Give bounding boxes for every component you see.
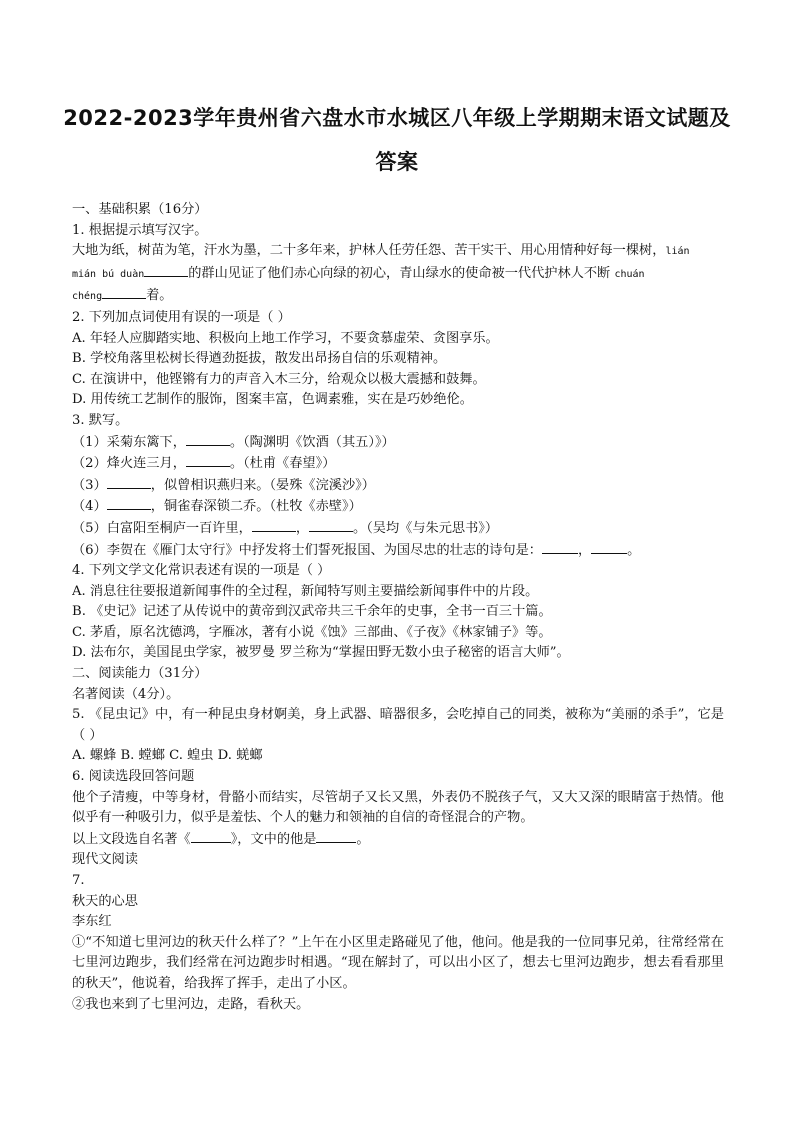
answer-blank[interactable] xyxy=(591,540,627,554)
pinyin-hint: chuán xyxy=(614,268,645,280)
title-line-1: 2022-2023学年贵州省六盘水市水城区八年级上学期期末语文试题及 xyxy=(63,106,731,130)
answer-blank[interactable] xyxy=(107,475,151,489)
option-c: C. 茅盾，原名沈德鸿，字雁冰，著有小说《蚀》三部曲、《子夜》《林家铺子》等。 xyxy=(72,624,552,640)
question-6-passage: 他个子清瘦，中等身材，骨骼小而结实，尽管胡子又长又黑，外表仍不脱孩子气，又大又深的眼睛富于热情。他似乎有一种吸引力，似乎是羞怯、个人的魅力和领袖的自信的奇怪混合的产物。 xyxy=(72,789,724,826)
option-c: C. 在演讲中，他铿锵有力的声音入木三分，给观众以极大震撼和鼓舞。 xyxy=(72,371,486,387)
section-heading-2: 二、阅读能力（31分） xyxy=(72,666,208,682)
exam-content xyxy=(72,200,724,1015)
option-d: D. 法布尔，美国昆虫学家，被罗曼 罗兰称为“掌握田野无数小虫子秘密的语言大师”。 xyxy=(72,645,570,661)
recitation-6: （6）李贺在《雁门太守行》中抒发将士们誓死报国、为国尽忠的壮志的诗句是： ， 。 xyxy=(72,540,724,562)
question-6-question: 以上文段选自名著《 》，文中的他是 。 xyxy=(72,829,724,851)
pinyin-hint: chéng xyxy=(72,291,103,303)
section-heading-1: 一、基础积累（16分） xyxy=(72,202,208,217)
question-1-line-1: 大地为纸，树苗为笔，汗水为墨，二十多年来，护林人任劳任怨、苦干实干、用心用情种好每一棵树，lián xyxy=(72,243,690,259)
recitation-3: （3） ，似曾相识燕归来。（晏殊《浣溪沙》） xyxy=(72,475,724,497)
answer-blank[interactable] xyxy=(309,518,353,532)
question-4-stem: 4. 下列文学文化常识表述有误的一项是（ ） xyxy=(72,563,331,579)
answer-blank[interactable] xyxy=(102,285,146,299)
answer-blank[interactable] xyxy=(144,263,188,277)
question-5-stem: 5. 《昆虫记》中，有一种昆虫身材婀美，身上武器、暗器很多，会吃掉自己的同类，被称为“美丽的杀手”，它是（ ） xyxy=(72,707,724,743)
essay-paragraph-2: ②我也来到了七里河边，走路，看秋天。 xyxy=(72,996,310,1012)
recitation-2: （2）烽火连三月， 。（杜甫《春望》） xyxy=(72,453,724,475)
question-2-stem: 2. 下列加点词使用有误的一项是（ ） xyxy=(72,309,291,325)
option-b: B. 《史记》记述了从传说中的黄帝到汉武帝共三千余年的史事，全书一百三十篇。 xyxy=(72,604,552,620)
answer-blank[interactable] xyxy=(316,829,356,843)
question-1-line-2: mián bú duàn 的群山见证了他们赤心向绿的初心，青山绿水的使命被一代代护林人不断 chuán xyxy=(72,263,724,286)
pinyin-hint: lián xyxy=(665,246,690,258)
option-a: A. 年轻人应脚踏实地、积极向上地工作学习，不要贪慕虚荣、贪图享乐。 xyxy=(72,330,499,346)
essay-title: 秋天的心思 xyxy=(72,893,138,909)
option-a: A. 消息往往要报道新闻事件的全过程，新闻特写则主要描绘新闻事件中的片段。 xyxy=(72,583,539,599)
recitation-5: （5）白富阳至桐庐一百许里， ， 。（吴均《与朱元思书》） xyxy=(72,518,724,540)
recitation-1: （1）采菊东篱下， 。（陶渊明《饮酒（其五）》） xyxy=(72,432,724,454)
option-d: D. 用传统工艺制作的服饰，图案丰富，色调素雅，实在是巧妙绝伦。 xyxy=(72,392,473,408)
question-5-options: A. 螺蜂 B. 螳螂 C. 蝗虫 D. 蜣螂 xyxy=(72,748,263,764)
answer-blank[interactable] xyxy=(186,453,230,467)
title-line-2: 答案 xyxy=(375,150,419,174)
option-b: B. 学校角落里松树长得遒劲挺拔，散发出昂扬自信的乐观精神。 xyxy=(72,351,447,367)
question-6-stem: 6. 阅读选段回答问题 xyxy=(72,769,195,785)
answer-blank[interactable] xyxy=(252,518,296,532)
question-7-number: 7. xyxy=(72,873,85,888)
subsection-heading: 名著阅读（4分）。 xyxy=(72,686,180,702)
answer-blank[interactable] xyxy=(191,829,231,843)
question-1-line-3: chéng 着。 xyxy=(72,285,724,308)
essay-paragraph-1: ①“不知道七里河边的秋天什么样了？”上午在小区里走路碰见了他，他问。他是我的一位同事兄弟，往常经常在七里河边跑步，我们经常在河边跑步时相遇。“现在解封了，可以出小区了，想去七里河边跑步，想去看看那里的秋天”，他说着，给我挥了挥手，走出了小区。 xyxy=(72,934,724,991)
recitation-4: （4） ，铜雀春深锁二乔。（杜牧《赤壁》） xyxy=(72,496,724,518)
page-title xyxy=(60,96,734,184)
answer-blank[interactable] xyxy=(542,540,578,554)
question-1-stem: 1. 根据提示填写汉字。 xyxy=(72,222,208,238)
pinyin-hint: mián bú duàn xyxy=(72,268,145,280)
subsection-heading: 现代文阅读 xyxy=(72,852,138,868)
question-3-stem: 3. 默写。 xyxy=(72,412,129,428)
answer-blank[interactable] xyxy=(186,432,230,446)
essay-author: 李东红 xyxy=(72,914,112,930)
answer-blank[interactable] xyxy=(107,496,151,510)
